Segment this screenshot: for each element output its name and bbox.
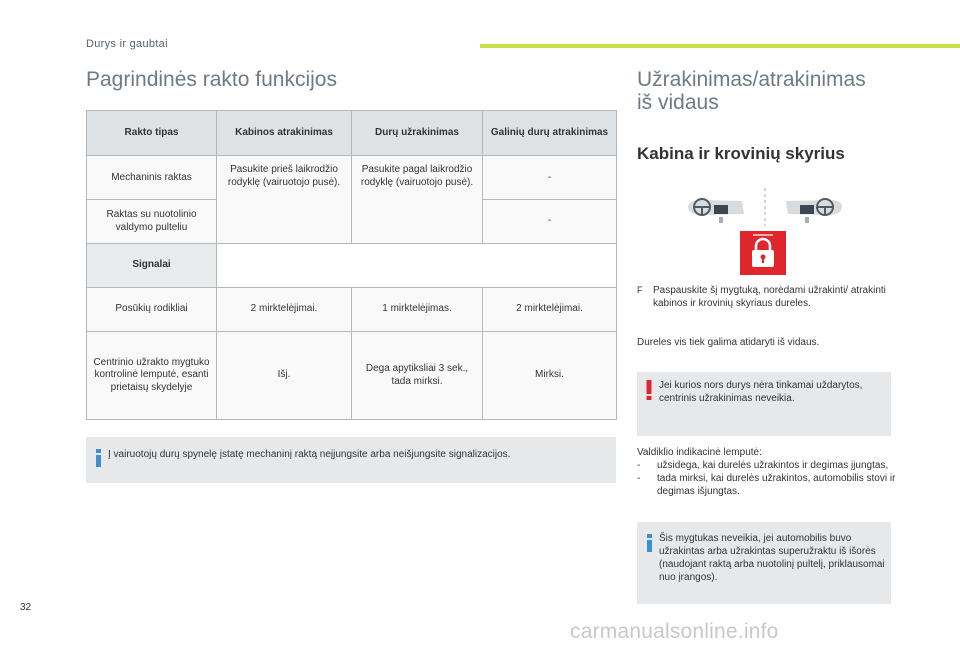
table-row: [87, 244, 617, 288]
table-cell: Dega apytiksliai 3 sek., tada mirksi.: [352, 332, 483, 420]
table-cell: Mechaninis raktas: [87, 156, 217, 200]
table-cell: Išj.: [217, 332, 352, 420]
table-cell: Signalai: [87, 244, 217, 288]
bullet-text: Paspauskite šį mygtuką, norėdami užrakinti/ atrakinti kabinos ir krovinių skyriaus dureles.: [653, 285, 886, 309]
indicator-description: [637, 446, 897, 498]
table-cell: [217, 244, 617, 288]
table-header-row: [87, 111, 617, 156]
right-title-line: iš vidaus: [637, 91, 719, 114]
table-cell: Centrinio užrakto mygtuko kontrolinė lemputė, esanti prietaisų skydelyje: [87, 332, 217, 420]
table-cell: 1 mirktelėjimas.: [352, 288, 483, 332]
table-header-cell: Rakto tipas: [87, 111, 217, 156]
dash-marker: -: [637, 473, 641, 484]
table-cell: 2 mirktelėjimai.: [217, 288, 352, 332]
table-row: [87, 156, 617, 200]
indicator-title: Valdiklio indikacinė lemputė:: [637, 447, 762, 458]
warning-note-text: Jei kurios nors durys nėra tinkamai uždarytos, centrinis užrakinimas neveikia.: [659, 380, 863, 404]
lock-button-illustration: [680, 186, 850, 276]
table-header-cell: Durų užrakinimas: [352, 111, 483, 156]
info-note-text: Šis mygtukas neveikia, jei automobilis buvo užrakintas arba užrakintas superužraktu iš išorės (naudojant raktą arba nuotolinį pultelį, priklausomai nuo įrangos).: [659, 533, 885, 583]
list-item-text: užsidega, kai durelės užrakintos ir degimas įjungtas,: [657, 460, 889, 471]
lock-icon: [740, 231, 786, 275]
watermark: carmanualsonline.info: [570, 620, 779, 643]
table-row: [87, 288, 617, 332]
paragraph: Dureles vis tiek galima atidaryti iš vidaus.: [637, 337, 820, 348]
info-note: [86, 437, 616, 483]
left-page-title: Pagrindinės rakto funkcijos: [86, 68, 337, 91]
right-page-title: [637, 68, 937, 114]
dash-marker: -: [637, 460, 641, 471]
right-title-line: Užrakinimas/atrakinimas: [637, 68, 866, 91]
table-header-cell: Galinių durų atrakinimas: [483, 111, 617, 156]
table-cell: 2 mirktelėjimai.: [483, 288, 617, 332]
section-header: Durys ir gaubtai: [86, 38, 168, 50]
section-subtitle: Kabina ir krovinių skyrius: [637, 144, 845, 163]
table-row: [87, 332, 617, 420]
table-cell: Pasukite pagal laikrodžio rodyklę (vairuotojo pusė).: [352, 156, 483, 244]
table-cell: -: [483, 156, 617, 200]
table-header-cell: Kabinos atrakinimas: [217, 111, 352, 156]
table-cell: Posūkių rodikliai: [87, 288, 217, 332]
table-cell: -: [483, 200, 617, 244]
page-number: 32: [20, 602, 32, 613]
warning-icon: [646, 380, 652, 400]
table-cell: Pasukite prieš laikrodžio rodyklę (vairuotojo pusė).: [217, 156, 352, 244]
list-item-text: tada mirksi, kai durelės užrakintos, automobilis stovi ir degimas išjungtas.: [657, 473, 896, 497]
info-icon: [646, 534, 654, 552]
warning-note: [637, 372, 891, 436]
key-functions-table: [86, 110, 617, 420]
info-icon: [95, 449, 103, 467]
info-note: [637, 522, 891, 604]
table-cell: Raktas su nuotolinio valdymo pulteliu: [87, 200, 217, 244]
accent-bar: [480, 44, 960, 48]
list-item: [637, 459, 897, 472]
table-cell: Mirksi.: [483, 332, 617, 420]
list-item: [637, 472, 897, 498]
bullet-marker: F: [637, 285, 643, 295]
info-note-text: Į vairuotojų durų spynelę įstatę mechaninį raktą neįjungsite arba neišjungsite signalizacijos.: [108, 449, 511, 460]
